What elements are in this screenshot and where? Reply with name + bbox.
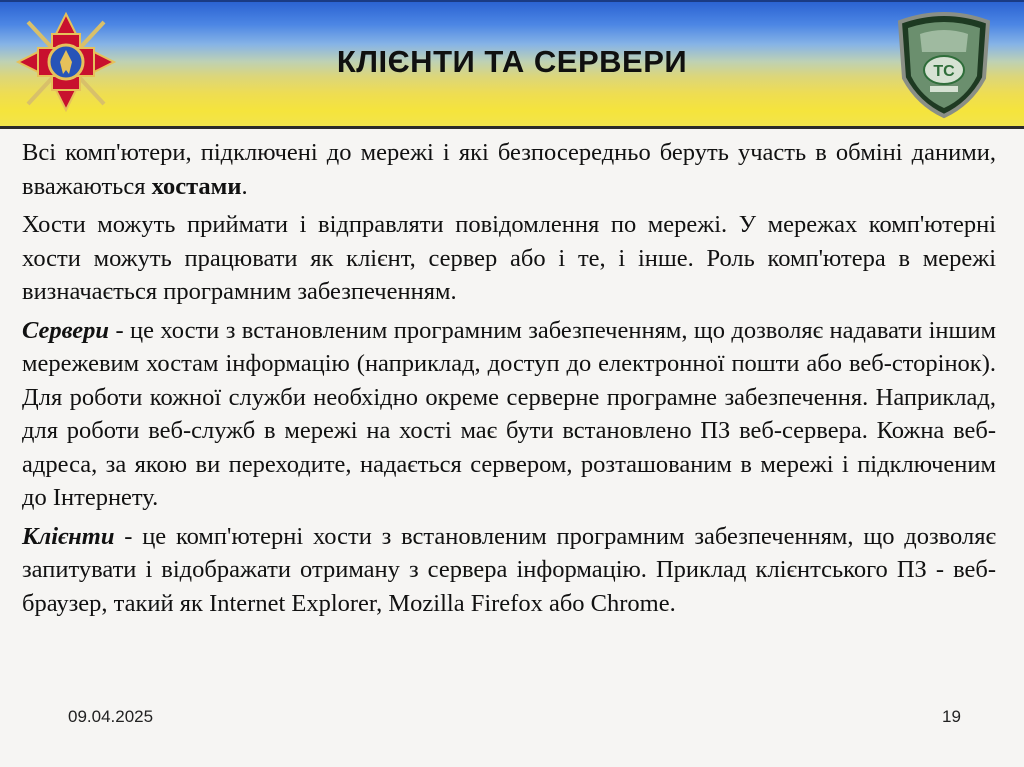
footer-date: 09.04.2025	[68, 707, 154, 726]
clients-definition: - це комп'ютерні хости з встановленим програмним забезпеченням, що дозволяє запитувати і відображати отриману з сервера інформацію. Приклад клієнтського ПЗ - веб-браузер, такий як Internet Explorer, Mozilla Firefox або Chrome.	[22, 522, 996, 617]
servers-definition: - це хости з встановленим програмним забезпеченням, що дозволяє надавати іншим мережевим хостам інформацію (наприклад, доступ до електронної пошти або веб-сторінок). Для роботи кожної служби необхідно окреме серверне програмне забезпечення. Наприклад, для роботи веб-служб в мережі на хості має бути встановлено ПЗ веб-сервера. Кожна веб-адреса, за якою ви переходите, надається сервером, розташованим в мережі і підключеним до Інтернету.	[22, 316, 996, 511]
paragraph-hosts-text: Всі комп'ютери, підключені до мережі і які безпосередньо беруть участь в обміні даними, вважаються	[22, 139, 996, 200]
paragraph-hosts	[22, 136, 996, 203]
page-number: 19	[942, 707, 961, 726]
paragraph-clients	[22, 520, 996, 621]
military-shield-emblem-icon	[890, 8, 998, 120]
hosts-term: хостами	[151, 172, 242, 200]
paragraph-servers	[22, 314, 996, 515]
shield-emblem-text: ТС	[933, 63, 955, 80]
slide-body	[22, 136, 996, 625]
header-divider	[0, 126, 1024, 129]
paragraph-host-roles: Хости можуть приймати і відправляти повідомлення по мережі. У мережах комп'ютерні хости можуть працювати як клієнт, сервер або і те, і інше. Роль комп'ютера в мережі визначається програмним забезпеченням.	[22, 211, 996, 305]
slide-title: КЛІЄНТИ ТА СЕРВЕРИ	[336, 44, 688, 79]
clients-term: Клієнти	[22, 522, 115, 550]
servers-term: Сервери	[22, 316, 110, 344]
paragraph-hosts-end: .	[241, 172, 248, 200]
